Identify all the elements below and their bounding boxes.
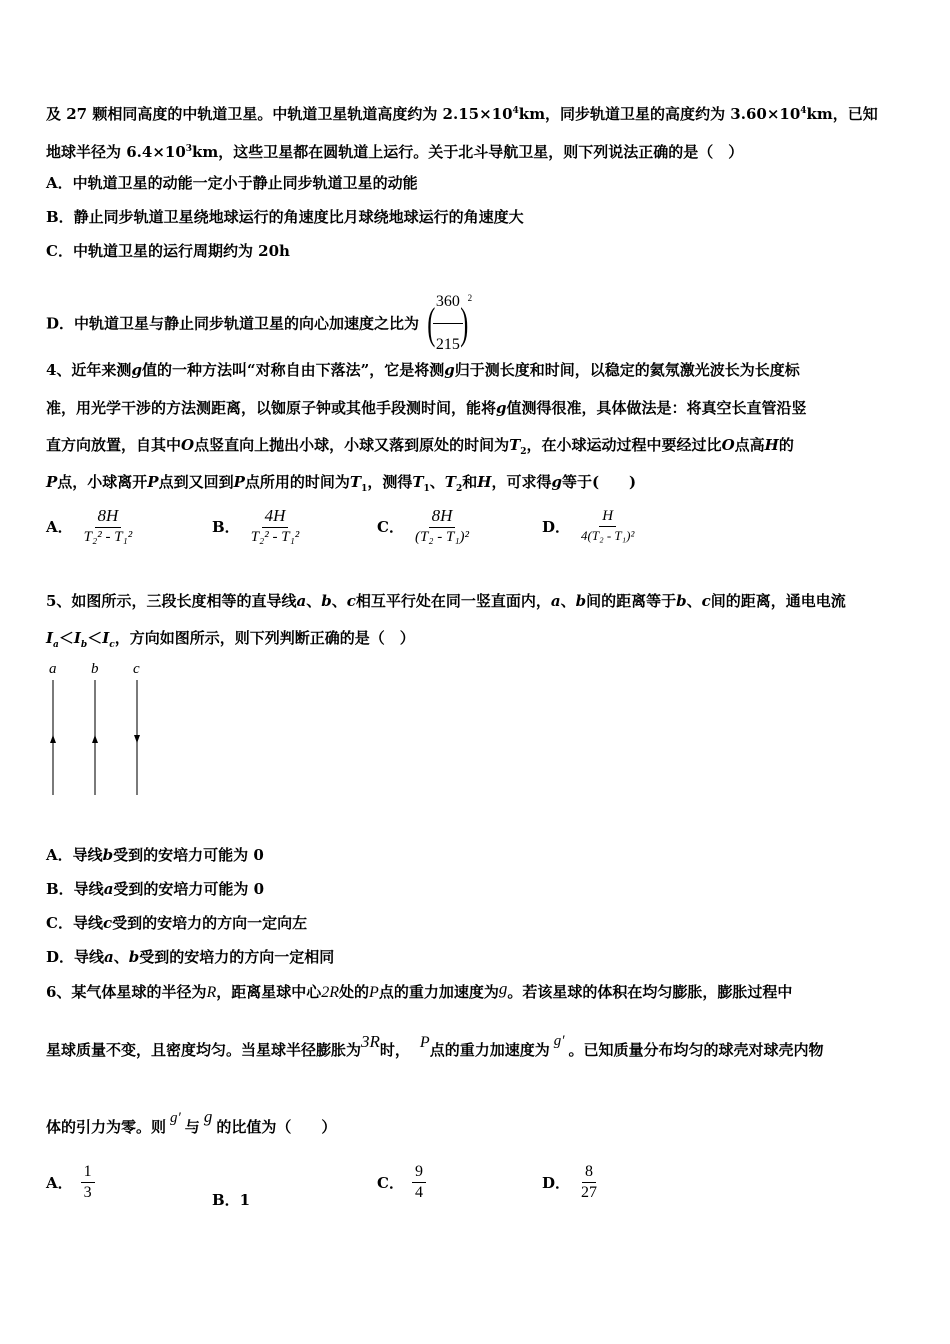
- wire-c-down-arrow-icon: [134, 735, 140, 743]
- q3-stem-line-1: 及 27 颗相同高度的中轨道卫星。中轨道卫星轨道高度约为 $2.15\times 10^4km$，同步轨道卫星的高度约为 $3.60\times 10^4km$，已知: [46, 105, 878, 123]
- wire-a-up-arrow-icon: [50, 735, 56, 743]
- q5-stem-line-1: 5、如图所示，三段长度相等的直导线a、b、c相互平行处在同一竖直面内，a、b间的距离等于b、c间的距离，通电电流: [46, 592, 846, 610]
- q3-option-a: A．中轨道卫星的动能一定小于静止同步轨道卫星的动能: [46, 174, 418, 192]
- q6-stem-line-2: 星球质量不变，且密度均匀。当星球半径膨胀为3R时， P点的重力加速度为 g′ 。已知质量分布均匀的球壳对球壳内物: [46, 1032, 824, 1059]
- q6-d-fraction: $\frac{8}{27}$: [581, 1163, 598, 1201]
- q4-option-a: A． $\frac{8H}{\text{T₂² - T₁²}}$: [46, 506, 135, 546]
- q4-a-fraction: $\frac{8H}{\text{T₂² - T₁²}}$: [83, 506, 133, 545]
- wire-label-a: a: [49, 661, 57, 677]
- wire-label-c: c: [133, 661, 140, 677]
- q4-option-c: C． $\frac{8H}{\text{(T₂ - T₁)²}}$: [377, 506, 472, 546]
- wire-b-up-arrow-icon: [92, 735, 98, 743]
- right-paren: ): [460, 298, 469, 348]
- q4-stem-line-2: 准，用光学干涉的方法测距离，以铷原子钟或其他手段测时间，能将g值测得很准，具体做法是：将真空长直管沿竖: [46, 399, 807, 417]
- q4-stem-line-4: P点，小球离开P点到又回到P点所用的时间为$T_1$，测得$T_1$、$T_2$和H，可求得g等于( ): [46, 473, 637, 494]
- q4-stem-line-3: 直方向放置，自其中O点竖直向上抛出小球，小球又落到原处的时间为$T_2$，在小球运动过程中要经过比O点高H的: [46, 436, 794, 457]
- q6-option-d: D． $\frac{8}{27}$: [542, 1163, 600, 1202]
- q4-option-b: B． $\frac{4H}{\text{T₂² - T₁²}}$: [212, 506, 302, 546]
- q6-stem-line-1: 6、某气体星球的半径为R，距离星球中心2R处的P点的重力加速度为g。若该星球的体积在均匀膨胀，膨胀过程中: [46, 979, 793, 1001]
- q6-c-fraction: $\frac{9}{4}$: [412, 1163, 426, 1202]
- q5-stem-line-2: $I_a<I_b<I_c$，方向如图所示，则下列判断正确的是（ ）: [46, 629, 415, 650]
- left-paren: (: [427, 298, 436, 348]
- q4-b-fraction: $\frac{4H}{\text{T₂² - T₁²}}$: [250, 506, 300, 545]
- q3-d-fraction: $\frac{360}{215}$: [433, 282, 463, 365]
- q3-option-d: D．中轨道卫星与静止同步轨道卫星的向心加速度之比为 ( $\frac{360}{215}$ )$^2$: [46, 282, 476, 365]
- q4-stem-line-1: 4、近年来测g值的一种方法叫“对称自由下落法”，它是将测g归于测长度和时间，以稳定的氦氖激光波长为长度标: [46, 361, 800, 379]
- q6-stem-line-3: 体的引力为零。则 g′ 与g的比值为（ ）: [46, 1107, 337, 1136]
- q3-option-b: B．静止同步轨道卫星绕地球运行的角速度比月球绕地球运行的角速度大: [46, 208, 524, 226]
- q4-option-d: D． $\frac{H}{\text{4(T₂ - T₁)²}}$: [542, 508, 637, 544]
- q5-option-c: C．导线c受到的安培力的方向一定向左: [46, 914, 308, 932]
- q5-wire-figure: [40, 655, 160, 800]
- q3-option-c: C．中轨道卫星的运行周期约为 20h: [46, 242, 290, 260]
- q3-stem-line-2: 地球半径为 $6.4\times 10^3km$，这些卫星都在圆轨道上运行。关于北斗导航卫星，则下列说法正确的是（ ）: [46, 143, 744, 161]
- q5-option-b: B．导线a受到的安培力可能为 0: [46, 880, 265, 898]
- q6-option-c: C． $\frac{9}{4}$: [377, 1163, 426, 1202]
- q4-c-fraction: $\frac{8H}{\text{(T₂ - T₁)²}}$: [414, 506, 470, 545]
- q5-option-a: A．导线b受到的安培力可能为 0: [46, 846, 264, 864]
- q5-option-d: D．导线a、b受到的安培力的方向一定相同: [46, 948, 335, 966]
- q6-a-fraction: $\frac{1}{3}$: [81, 1163, 95, 1202]
- q6-option-b: B．1: [212, 1191, 251, 1209]
- wire-label-b: b: [91, 661, 99, 677]
- q6-option-a: A． $\frac{1}{3}$: [46, 1163, 95, 1202]
- q4-d-fraction: $\frac{H}{\text{4(T₂ - T₁)²}}$: [581, 508, 635, 543]
